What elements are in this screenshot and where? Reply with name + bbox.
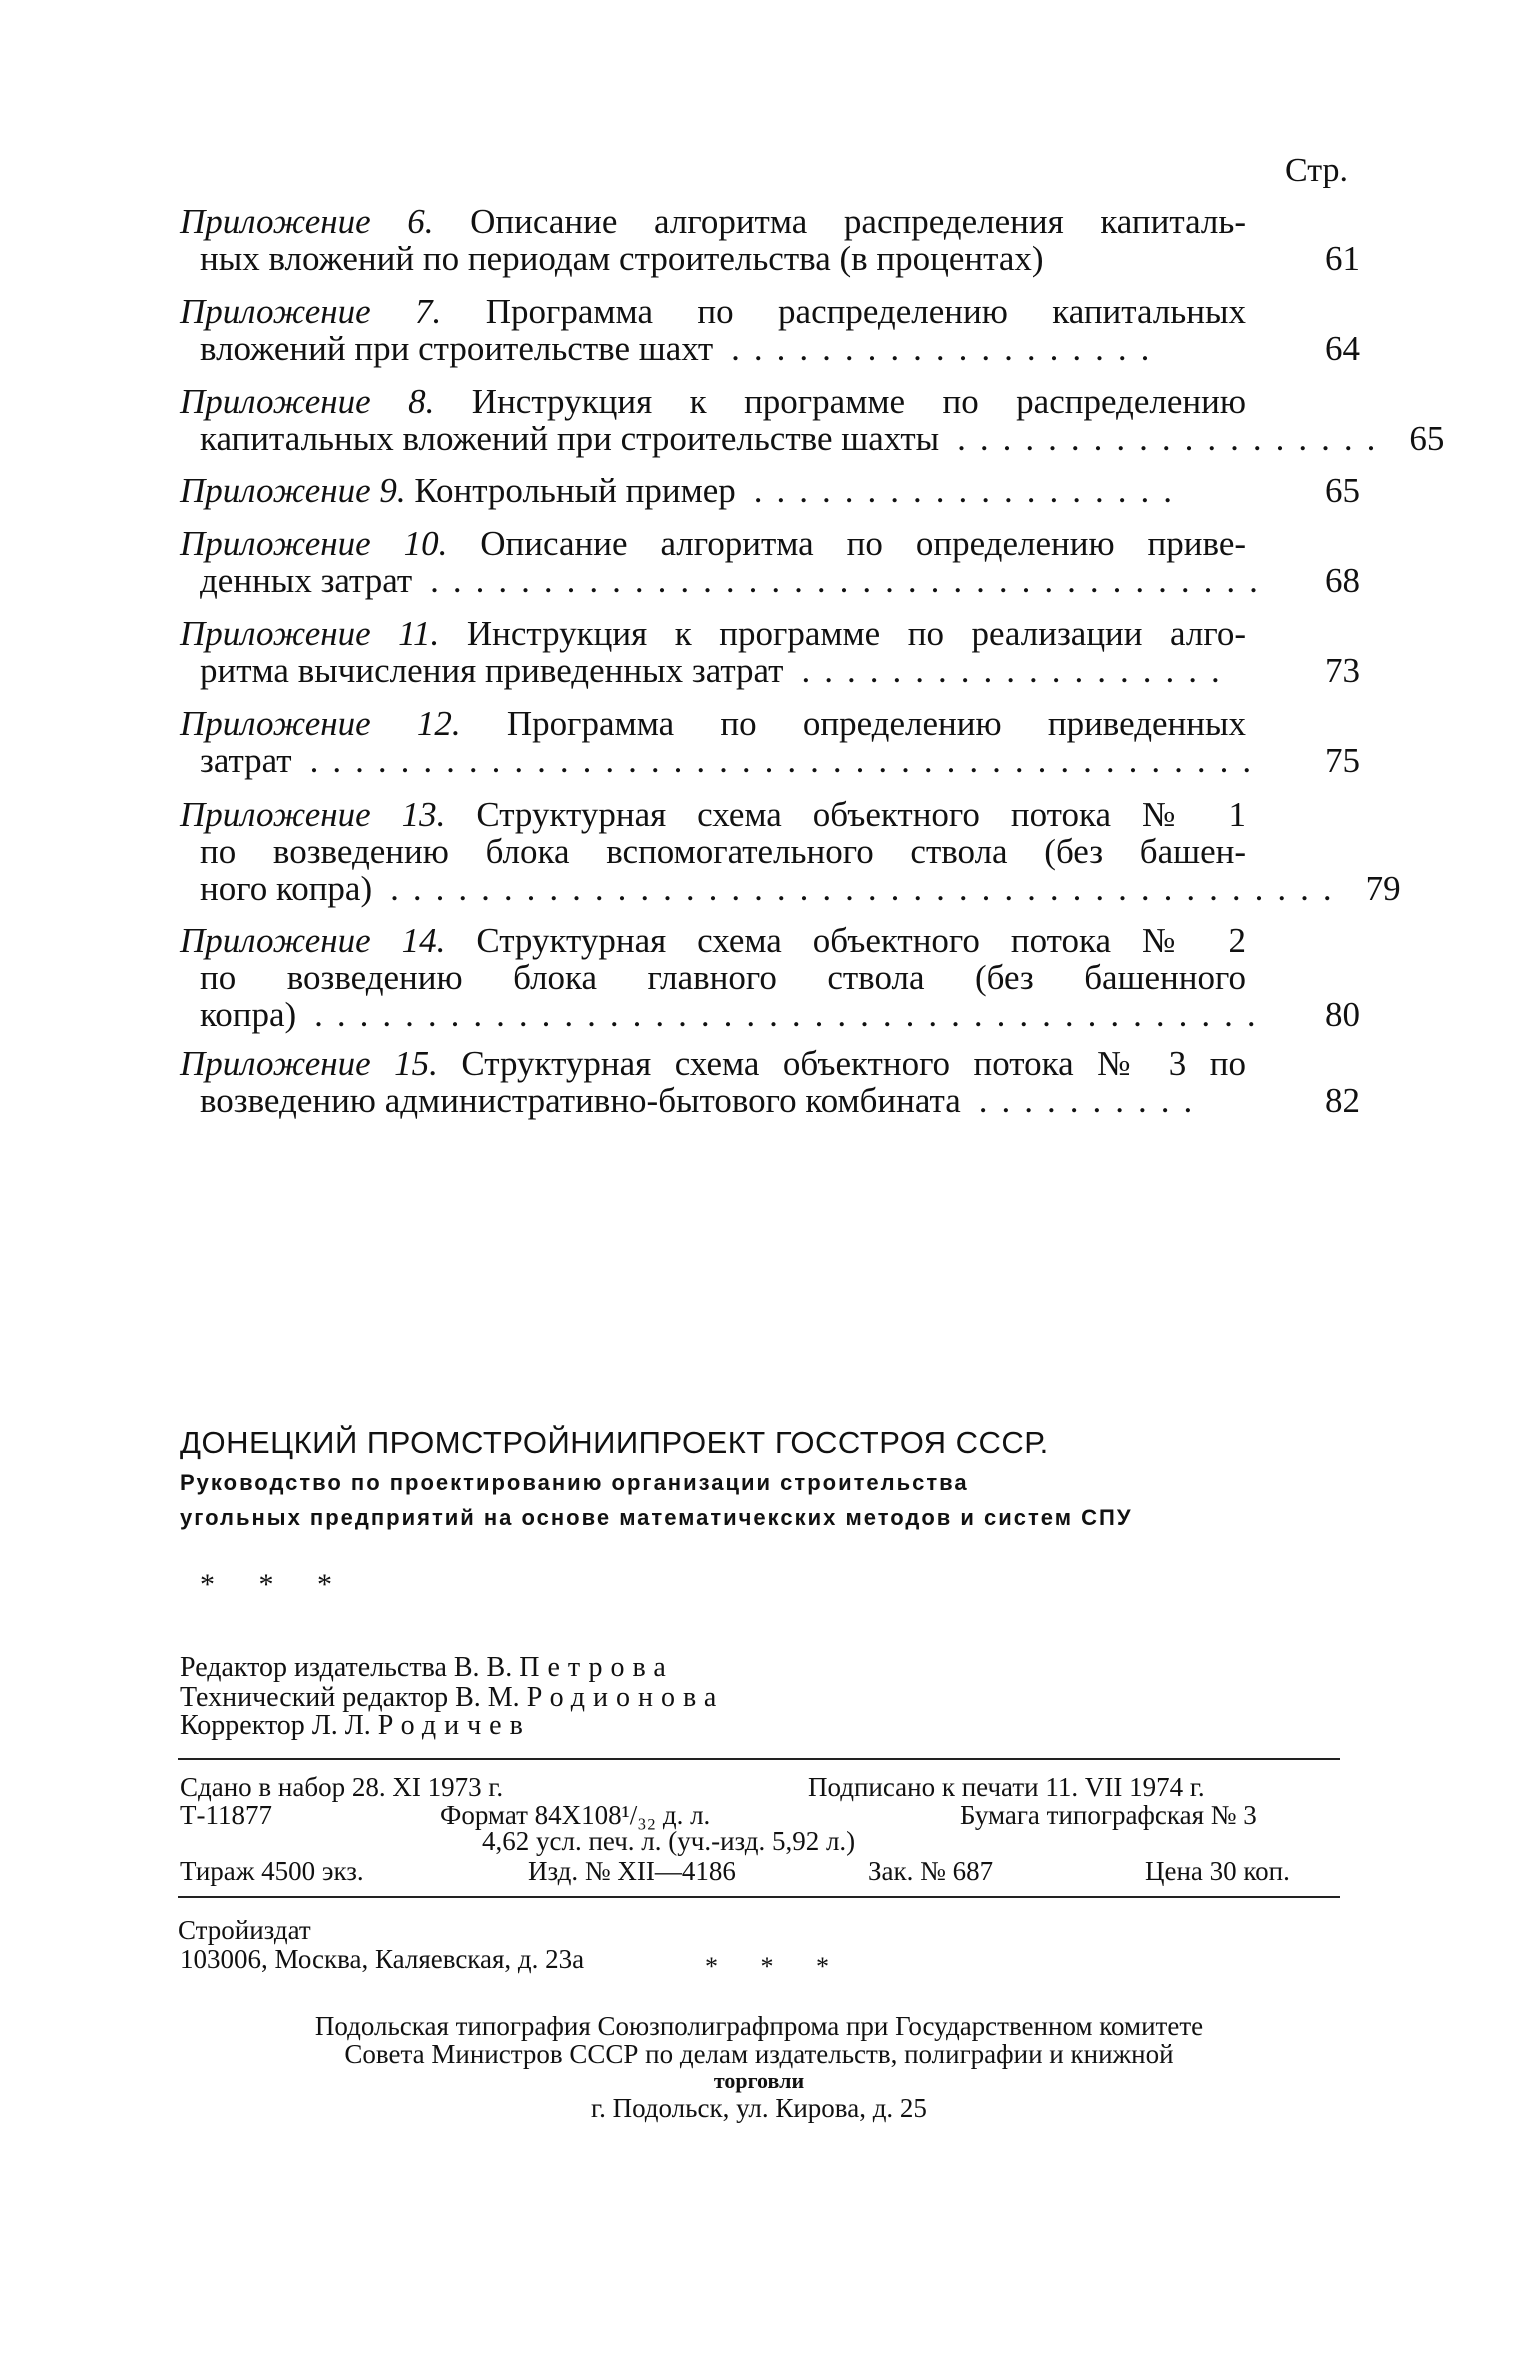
- print-submitted: Сдано в набор 28. XI 1973 г.: [180, 1772, 504, 1802]
- toc-entry-text: затрат: [200, 741, 292, 780]
- toc-entry-text: Описание алгоритма по определению приве-: [480, 524, 1247, 563]
- toc-page-number: 68: [1325, 561, 1360, 600]
- toc-entry-lead: Приложение 9.: [180, 471, 406, 510]
- toc-entry-text: возведению административно-бытового комбината: [200, 1081, 961, 1120]
- toc-entry-lead: Приложение 11.: [180, 614, 440, 653]
- toc-entry-lead: Приложение 13.: [180, 795, 446, 834]
- toc-entry-lead: Приложение 7.: [180, 292, 442, 331]
- book-title-line: Руководство по проектированию организации строительства: [180, 1470, 969, 1495]
- toc-entry-text: Инструкция к программе по реализации алго-: [466, 614, 1246, 653]
- toc-entry-text: по возведению блока главного ствола (без башенного: [200, 958, 1246, 997]
- print-edition: Изд. № XII—4186: [528, 1856, 736, 1886]
- print-paper: Бумага типографская № 3: [960, 1800, 1257, 1830]
- toc-entry-text: денных затрат: [200, 561, 413, 600]
- toc-entry[interactable]: Приложение 13. Структурная схема объектного потока № 1 по возведению блока вспомогательного ствола (без башен- ного копра) .......................................... 79: [180, 795, 1401, 908]
- toc-entry-lead: Приложение 14.: [180, 921, 446, 960]
- toc-entry-text: Программа по распределению капитальных: [485, 292, 1247, 331]
- toc-entry-text: Программа по определению приведенных: [506, 704, 1247, 743]
- toc-entry[interactable]: Приложение 7. Программа по распределению капитальных вложений при строительстве шахт ................... 64: [180, 292, 1360, 368]
- print-signed: Подписано к печати 11. VII 1974 г.: [808, 1772, 1205, 1802]
- toc-entry[interactable]: Приложение 14. Структурная схема объектного потока № 2 по возведению блока главного ствола (без башенного копра) .......................................... 80: [180, 921, 1360, 1034]
- section-separator: * * *: [200, 1568, 350, 1601]
- toc-entry[interactable]: Приложение 11. Инструкция к программе по реализации алго- ритма вычисления приведенных затрат ................... 73: [180, 614, 1360, 690]
- toc-entry-text: ных вложений по периодам строительства (в процентах): [200, 239, 1044, 278]
- toc-entry-lead: Приложение 6.: [180, 202, 434, 241]
- toc-page-number: 79: [1365, 869, 1401, 908]
- toc-entry-text: ритма вычисления приведенных затрат: [200, 651, 784, 690]
- printer-line: Подольская типография Союзполиграфпрома при Государственном комитете: [314, 2011, 1204, 2041]
- toc-entry-text: Структурная схема объектного потока № 3 по: [461, 1044, 1246, 1083]
- toc-entry[interactable]: [180, 203, 1360, 277]
- toc-page-number: 64: [1325, 329, 1360, 368]
- toc-page-number: 65: [1325, 471, 1360, 510]
- toc-entry-text: Структурная схема объектного потока № 2: [476, 921, 1247, 960]
- credit-line: Редактор издательства В. В. Петрова: [180, 1652, 674, 1683]
- toc-entry-text: Описание алгоритма распределения капиталь-: [470, 202, 1246, 241]
- org-title: ДОНЕЦКИЙ ПРОМСТРОЙНИИПРОЕКТ ГОССТРОЯ СССР.: [180, 1425, 1049, 1460]
- toc-entry[interactable]: Приложение 15. Структурная схема объектного потока № 3 по возведению административно-бытового комбината .......... 82: [180, 1044, 1360, 1120]
- toc-page-number: 65: [1409, 419, 1445, 458]
- divider: [178, 1758, 1340, 1760]
- print-sheets: 4,62 усл. печ. л. (уч.-изд. 5,92 л.): [482, 1826, 856, 1856]
- toc-page-number: 75: [1325, 741, 1360, 780]
- printer-line: Совета Министров СССР по делам издательств, полиграфии и книжной: [344, 2039, 1174, 2069]
- credit-line: Технический редактор В. М. Родионова: [180, 1682, 725, 1713]
- print-format: Формат 84Х108¹/₃₂ д. л.: [440, 1800, 711, 1830]
- printer-line: торговли: [713, 2068, 805, 2093]
- print-price: Цена 30 коп.: [1145, 1856, 1290, 1886]
- printer-address: г. Подольск, ул. Кирова, д. 25: [591, 2093, 927, 2123]
- toc-entry-text: Инструкция к программе по распределению: [471, 382, 1246, 421]
- section-separator: * * *: [705, 1952, 847, 1981]
- toc-page-number: 80: [1325, 995, 1360, 1034]
- book-title-line: угольных предприятий на основе математичекских методов и систем СПУ: [180, 1505, 1133, 1530]
- toc-entry-text: вложений при строительстве шахт: [200, 329, 714, 368]
- toc-page-number: 82: [1325, 1081, 1360, 1120]
- toc-entry-text: копра): [200, 995, 297, 1034]
- publisher-address: 103006, Москва, Каляевская, д. 23а: [180, 1944, 585, 1974]
- print-order: Зак. № 687: [868, 1856, 994, 1886]
- toc-entry-lead: Приложение 12.: [180, 704, 461, 743]
- toc-entry-text: Контрольный пример: [414, 471, 736, 510]
- publisher-name: Стройиздат: [178, 1915, 311, 1945]
- print-run: Тираж 4500 экз.: [180, 1856, 364, 1886]
- credit-line: Корректор Л. Л. Родичев: [180, 1710, 531, 1741]
- toc-entry[interactable]: Приложение 12. Программа по определению приведенных затрат .......................................... 75: [180, 704, 1360, 780]
- toc-entry-text: ного копра): [200, 869, 373, 908]
- toc-page-number: 73: [1325, 651, 1360, 690]
- divider: [178, 1896, 1340, 1898]
- toc-entry[interactable]: Приложение 9. Контрольный пример ................... 65: [180, 471, 1360, 510]
- toc-entry-text: по возведению блока вспомогательного ствола (без башен-: [200, 832, 1246, 871]
- page-column-label: Стр.: [1285, 152, 1349, 189]
- toc-entry-lead: Приложение 15.: [180, 1044, 438, 1083]
- toc-entry-lead: Приложение 8.: [180, 382, 435, 421]
- toc-entry-text: Структурная схема объектного потока № 1: [476, 795, 1247, 834]
- print-code: Т-11877: [180, 1800, 272, 1830]
- toc-entry-lead: Приложение 10.: [180, 524, 448, 563]
- toc-entry-text: капитальных вложений при строительстве шахты: [200, 419, 940, 458]
- toc-page-number: 61: [1325, 239, 1360, 278]
- toc-entry[interactable]: Приложение 8. Инструкция к программе по распределению капитальных вложений при строительстве шахты ................... 65: [180, 382, 1445, 458]
- toc-entry[interactable]: Приложение 10. Описание алгоритма по определению приве- денных затрат ..................................... 68: [180, 524, 1360, 600]
